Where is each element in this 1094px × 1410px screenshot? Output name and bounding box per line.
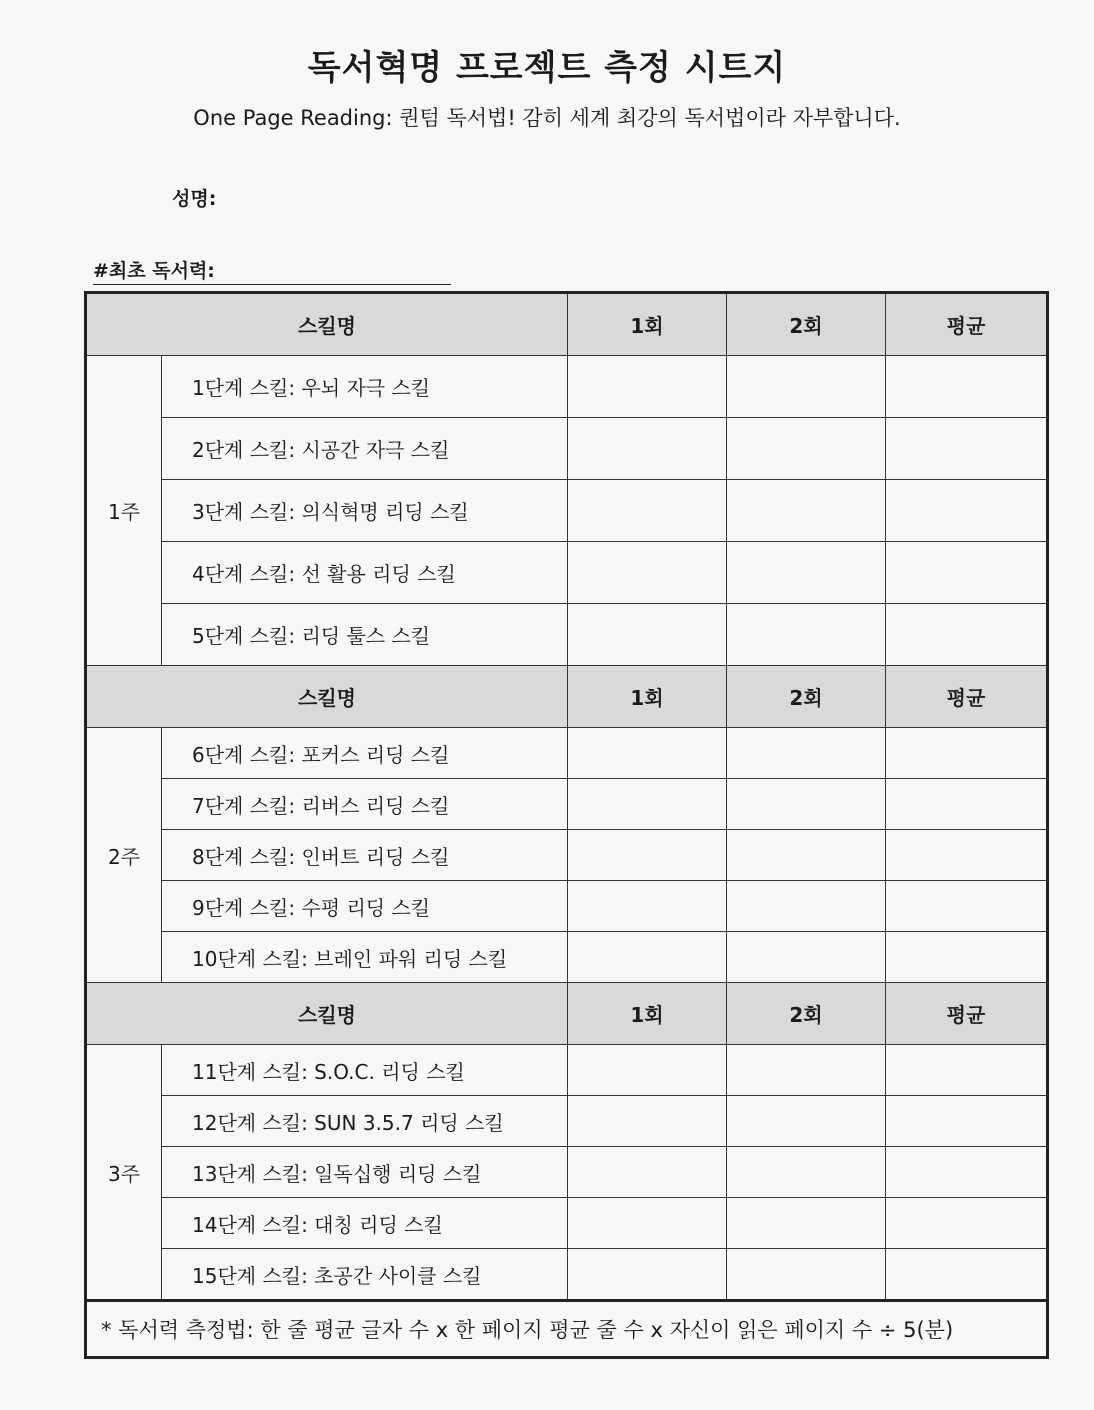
round-2-cell[interactable] xyxy=(727,418,886,480)
table-row xyxy=(86,1249,1048,1301)
skill-name: 9단계 스킬: 수평 리딩 스킬 xyxy=(162,881,568,932)
week-label: 2주 xyxy=(86,728,162,983)
table-row xyxy=(86,356,1048,418)
average-cell[interactable] xyxy=(886,728,1048,779)
table-header-row xyxy=(86,293,1048,356)
measurement-formula-note: * 독서력 측정법: 한 줄 평균 글자 수 x 한 페이지 평균 줄 수 x 자신이 읽은 페이지 수 ÷ 5(분) xyxy=(86,1301,1048,1358)
page-title: 독서혁명 프로젝트 측정 시트지 xyxy=(307,48,787,88)
header-round-1: 1회 xyxy=(568,666,727,728)
round-2-cell[interactable] xyxy=(727,1147,886,1198)
table-row xyxy=(86,1147,1048,1198)
table-row xyxy=(86,1198,1048,1249)
skill-name: 8단계 스킬: 인버트 리딩 스킬 xyxy=(162,830,568,881)
average-cell[interactable] xyxy=(886,830,1048,881)
average-cell[interactable] xyxy=(886,1147,1048,1198)
name-field-label: 성명: xyxy=(172,188,217,210)
table-row xyxy=(86,418,1048,480)
round-1-cell[interactable] xyxy=(568,932,727,983)
average-cell[interactable] xyxy=(886,881,1048,932)
skill-name: 5단계 스킬: 리딩 툴스 스킬 xyxy=(162,604,568,666)
average-cell[interactable] xyxy=(886,356,1048,418)
week-label: 1주 xyxy=(86,356,162,666)
average-cell[interactable] xyxy=(886,932,1048,983)
table-row xyxy=(86,779,1048,830)
average-cell[interactable] xyxy=(886,542,1048,604)
table-row xyxy=(86,1096,1048,1147)
page-subtitle: One Page Reading: 퀀텀 독서법! 감히 세계 최강의 독서법이라 자부합니다. xyxy=(193,106,901,130)
average-cell[interactable] xyxy=(886,604,1048,666)
round-2-cell[interactable] xyxy=(727,604,886,666)
round-1-cell[interactable] xyxy=(568,542,727,604)
round-1-cell[interactable] xyxy=(568,779,727,830)
round-2-cell[interactable] xyxy=(727,542,886,604)
table-row xyxy=(86,604,1048,666)
round-2-cell[interactable] xyxy=(727,1096,886,1147)
round-1-cell[interactable] xyxy=(568,1249,727,1301)
average-cell[interactable] xyxy=(886,1198,1048,1249)
round-1-cell[interactable] xyxy=(568,728,727,779)
table-row xyxy=(86,542,1048,604)
table-row xyxy=(86,728,1048,779)
skill-name: 11단계 스킬: S.O.C. 리딩 스킬 xyxy=(162,1045,568,1096)
table-header-row xyxy=(86,666,1048,728)
header-average: 평균 xyxy=(886,983,1048,1045)
round-1-cell[interactable] xyxy=(568,830,727,881)
measurement-table xyxy=(84,291,1049,1359)
header-skill-name: 스킬명 xyxy=(86,983,568,1045)
table-row xyxy=(86,881,1048,932)
round-2-cell[interactable] xyxy=(727,728,886,779)
initial-reading-field-label: #최초 독서력: xyxy=(93,256,451,285)
round-1-cell[interactable] xyxy=(568,604,727,666)
table-row xyxy=(86,480,1048,542)
round-1-cell[interactable] xyxy=(568,1147,727,1198)
average-cell[interactable] xyxy=(886,779,1048,830)
round-1-cell[interactable] xyxy=(568,881,727,932)
header-skill-name: 스킬명 xyxy=(86,293,568,356)
round-1-cell[interactable] xyxy=(568,1045,727,1096)
skill-name: 13단계 스킬: 일독십행 리딩 스킬 xyxy=(162,1147,568,1198)
round-2-cell[interactable] xyxy=(727,356,886,418)
average-cell[interactable] xyxy=(886,418,1048,480)
round-2-cell[interactable] xyxy=(727,830,886,881)
header-round-2: 2회 xyxy=(727,983,886,1045)
round-1-cell[interactable] xyxy=(568,418,727,480)
header-round-2: 2회 xyxy=(727,666,886,728)
round-1-cell[interactable] xyxy=(568,1198,727,1249)
table-row xyxy=(86,932,1048,983)
round-2-cell[interactable] xyxy=(727,932,886,983)
skill-name: 1단계 스킬: 우뇌 자극 스킬 xyxy=(162,356,568,418)
week-label: 3주 xyxy=(86,1045,162,1301)
header-round-2: 2회 xyxy=(727,293,886,356)
round-2-cell[interactable] xyxy=(727,881,886,932)
round-2-cell[interactable] xyxy=(727,779,886,830)
round-1-cell[interactable] xyxy=(568,356,727,418)
header-average: 평균 xyxy=(886,293,1048,356)
average-cell[interactable] xyxy=(886,1096,1048,1147)
table-row xyxy=(86,1045,1048,1096)
table-row xyxy=(86,830,1048,881)
skill-name: 7단계 스킬: 리버스 리딩 스킬 xyxy=(162,779,568,830)
round-1-cell[interactable] xyxy=(568,1096,727,1147)
average-cell[interactable] xyxy=(886,1249,1048,1301)
round-2-cell[interactable] xyxy=(727,1045,886,1096)
average-cell[interactable] xyxy=(886,1045,1048,1096)
skill-name: 4단계 스킬: 선 활용 리딩 스킬 xyxy=(162,542,568,604)
skill-name: 6단계 스킬: 포커스 리딩 스킬 xyxy=(162,728,568,779)
round-2-cell[interactable] xyxy=(727,1249,886,1301)
skill-name: 2단계 스킬: 시공간 자극 스킬 xyxy=(162,418,568,480)
round-2-cell[interactable] xyxy=(727,1198,886,1249)
round-2-cell[interactable] xyxy=(727,480,886,542)
skill-name: 15단계 스킬: 초공간 사이클 스킬 xyxy=(162,1249,568,1301)
header-round-1: 1회 xyxy=(568,293,727,356)
footnote-row xyxy=(86,1301,1048,1358)
round-1-cell[interactable] xyxy=(568,480,727,542)
skill-name: 12단계 스킬: SUN 3.5.7 리딩 스킬 xyxy=(162,1096,568,1147)
header-skill-name: 스킬명 xyxy=(86,666,568,728)
table-header-row xyxy=(86,983,1048,1045)
skill-name: 10단계 스킬: 브레인 파워 리딩 스킬 xyxy=(162,932,568,983)
average-cell[interactable] xyxy=(886,480,1048,542)
skill-name: 14단계 스킬: 대칭 리딩 스킬 xyxy=(162,1198,568,1249)
header-average: 평균 xyxy=(886,666,1048,728)
skill-name: 3단계 스킬: 의식혁명 리딩 스킬 xyxy=(162,480,568,542)
header-round-1: 1회 xyxy=(568,983,727,1045)
